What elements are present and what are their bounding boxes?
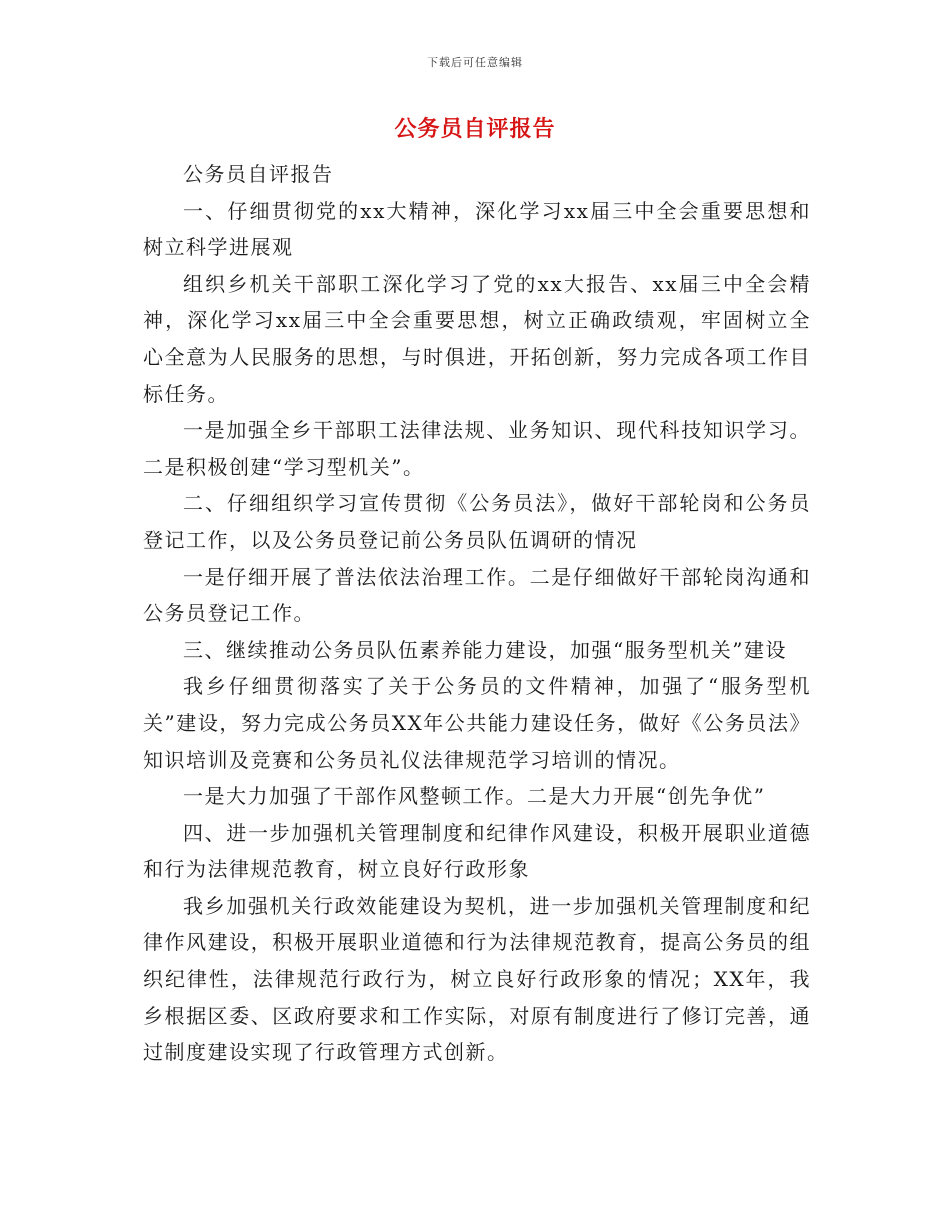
section-heading: 三、继续推动公务员队伍素养能力建设，加强“服务型机关”建设 [183,637,787,662]
paragraph: 一是仔细开展了普法依法治理工作。二是仔细做好干部轮岗沟通和公务员登记工作。 [143,564,811,626]
section-heading: 四、进一步加强机关管理制度和纪律作风建设，积极开展职业道德和行为法律规范教育，树立良好行政形象 [143,820,811,882]
paragraph: 我乡仔细贯彻落实了关于公务员的文件精神，加强了“服务型机关”建设，努力完成公务员XX年公共能力建设任务，做好《公务员法》知识培训及竞赛和公务员礼仪法律规范学习培训的情况。 [143,674,811,772]
section-heading: 二、仔细组织学习宣传贯彻《公务员法》，做好干部轮岗和公务员登记工作，以及公务员登记前公务员队伍调研的情况 [143,491,811,552]
document-title: 公务员自评报告 [394,117,556,142]
paragraph: 公务员自评报告 [183,162,334,186]
paragraph: 组织乡机关干部职工深化学习了党的xx大报告、xx届三中全会精神，深化学习xx届三中全会重要思想，树立正确政绩观，牢固树立全心全意为人民服务的思想，与时俱进，开拓创新，努力完成各项工作目标任务。 [143,271,811,406]
paragraph: 我乡加强机关行政效能建设为契机，进一步加强机关管理制度和纪律作风建设，积极开展职业道德和行为法律规范教育，提高公务员的组织纪律性，法律规范行政行为，树立良好行政形象的情况；XX年，我乡根据区委、区政府要求和工作实际，对原有制度进行了修订完善，通过制度建设实现了行政管理方式创新。 [143,893,811,1065]
paragraph: 一是大力加强了干部作风整顿工作。二是大力开展“创先争优” [183,784,766,809]
header-note: 下载后可任意编辑 [427,56,523,69]
document-body [143,156,811,1071]
section-heading: 一、仔细贯彻党的xx大精神，深化学习xx届三中全会重要思想和树立科学进展观 [143,198,811,260]
paragraph: 一是加强全乡干部职工法律法规、业务知识、现代科技知识学习。二是积极创建“学习型机关”。 [143,418,811,479]
